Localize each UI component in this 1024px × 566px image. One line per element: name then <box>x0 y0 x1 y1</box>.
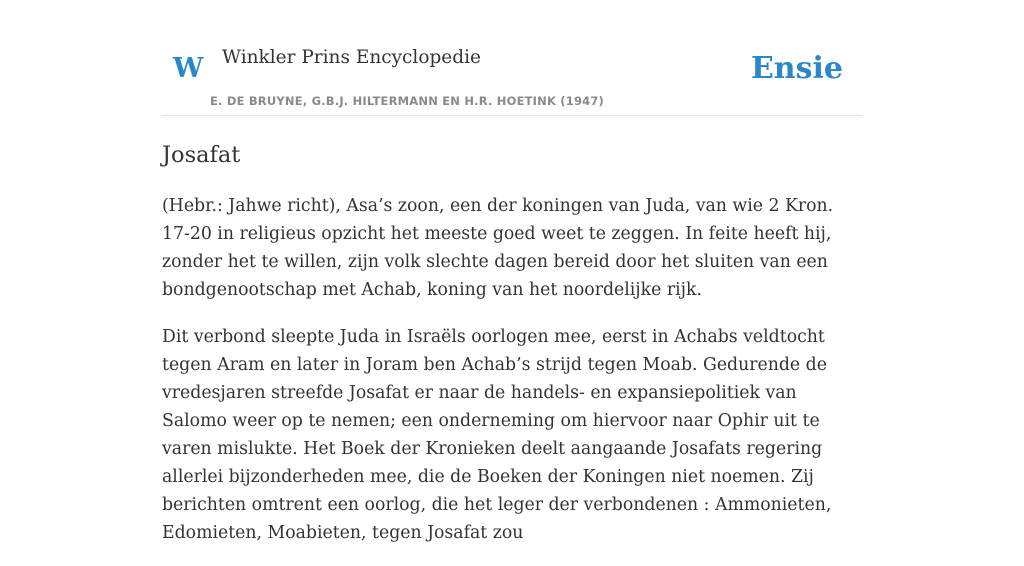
article-body <box>162 192 862 566</box>
source-header <box>162 0 862 116</box>
source-authors: E. DE BRUYNE, G.B.J. HILTERMANN EN H.R. HOETINK (1947) <box>210 94 605 108</box>
source-title[interactable]: Winkler Prins Encyclopedie <box>222 47 481 68</box>
article-page <box>162 0 862 543</box>
ensie-logo[interactable]: Ensie <box>750 51 843 86</box>
winkler-prins-logo[interactable]: W <box>173 53 204 84</box>
article-paragraph: Dit verbond sleepte Juda in Israëls oorlogen mee, eerst in Achabs veldtocht tegen Aram en later in Joram ben Achab’s strijd tegen Moab. Gedurende de vredesjaren streefde Josafat er naar de handels- en expansiepolitiek van Salomo weer op te nemen; een onderneming om hiervoor naar Ophir uit te varen mislukte. Het Boek der Kronieken deelt aangaande Josafats regering allerlei bijzonderheden mee, die de Boeken der Koningen niet noemen. Zij berichten omtrent een oorlog, die het leger der verbondenen : Ammonieten, Edomieten, Moabieten, tegen Josafat zou <box>162 327 832 543</box>
article-paragraph: (Hebr.: Jahwe richt), Asa’s zoon, een der koningen van Juda, van wie 2 Kron. 17-20 in religieus opzicht het meeste goed weet te zeggen. In feite heeft hij, zonder het te willen, zijn volk slechte dagen bereid door het sluiten van een bondgenootschap met Achab, koning van het noordelijke rijk. <box>162 196 834 300</box>
article-title: Josafat <box>162 142 241 168</box>
